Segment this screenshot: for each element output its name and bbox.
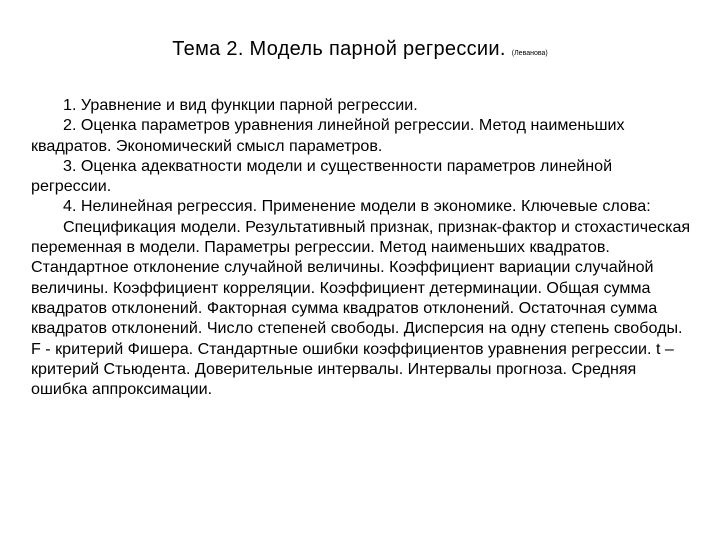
keywords-paragraph: Спецификация модели. Результативный признак, признак-фактор и стохастическая переменная в модели. Параметры регрессии. Метод наименьших квадратов. Стандартное отклонение случайной величины. Коэффициент вариации случайной величины. Коэффициент корреляции. Коэффициент детерминации. Общая сумма квадратов отклонений. Факторная сумма квадратов отклонений. Остаточная сумма квадратов отклонений. Число степеней свободы. Дисперсия на одну степень свободы. F - критерий Фишера. Стандартные ошибки коэффициентов уравнения регрессии. t – критерий Стьюдента. Доверительные интервалы. Интервалы прогноза. Средняя ошибка аппроксимации.: [31, 217, 691, 399]
slide-body: [31, 95, 695, 399]
topic-item-4: 4. Нелинейная регрессия. Применение модели в экономике. Ключевые слова:: [63, 197, 651, 216]
slide-title: Тема 2. Модель парной регрессии.: [172, 38, 506, 60]
topic-item-1: 1. Уравнение и вид функции парной регрессии.: [63, 96, 418, 114]
title-row: [0, 38, 720, 61]
author-note: (Леванова): [511, 50, 548, 57]
topic-item-3: 3. Оценка адекватности модели и существенности параметров линейной регрессии.: [31, 156, 613, 196]
topic-item-2: 2. Оценка параметров уравнения линейной регрессии. Метод наименьших квадратов. Экономический смысл параметров.: [31, 116, 625, 155]
